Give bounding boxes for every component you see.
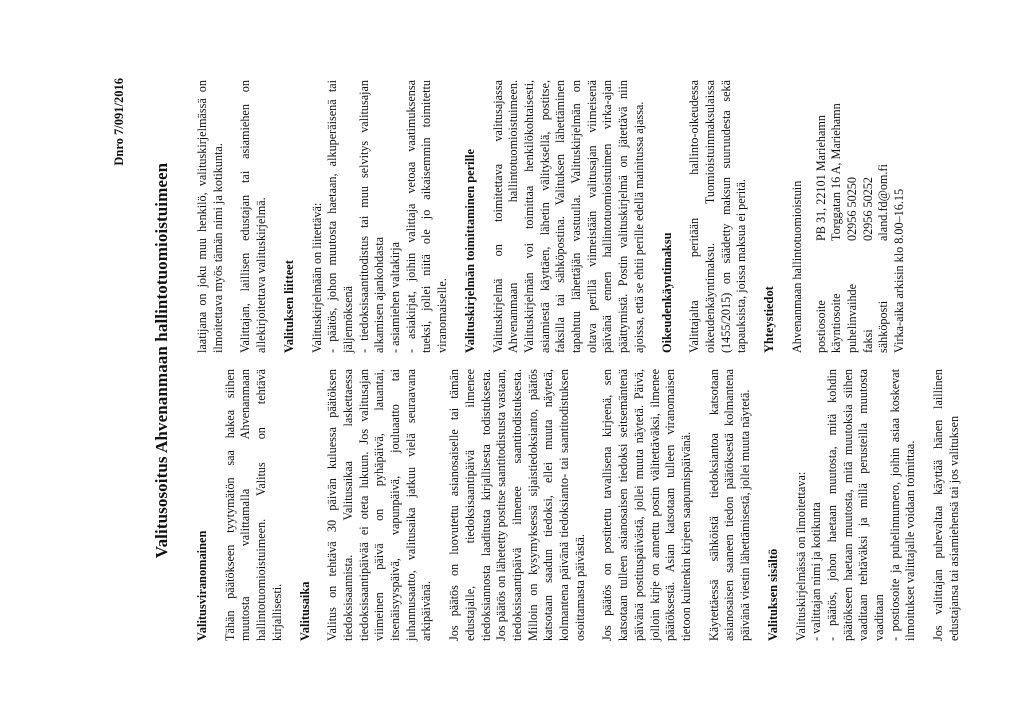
office-hours: Virka-aika arkisin klo 8.00–16.15 [892,188,907,353]
contact-organization: Ahvenanmaan hallintotuomioistuin [789,180,804,353]
heading-valituksen-liitteet: Valituksen liitteet [281,260,296,353]
contact-row [845,103,861,353]
contact-row [861,103,877,353]
heading-toimittaminen: Valituskirjelmän toimittaminen perille [462,149,477,353]
heading-valitusaika: Valitusaika [297,581,312,641]
document-number: Dnro 7/091/2016 [112,78,126,166]
paragraph: Käytettäessä sähköistä tiedoksiantoa katsotaan asianosaisen saaneen tiedon päätöksestä kolmantena päivänä viestin lähettämisestä, jollei muuta näytetä. [706,369,753,641]
paragraph: Valitus on tehtävä 30 päivän kuluessa päätöksen tiedoksisaannista. Valitusaikaa laskettaessa tiedoksisaantipäivää ei oteta lukuun. Jos valitusajan viimeinen päivä on pyhäpäivä, lauantai, itsenäisyyspäivä, vapunpäivä, jouluaatto tai juhannusaatto, valitusaika jatkuu vielä seuraavana arkipäivänä. [325,369,434,641]
page-title: Valitusosoitus Ahvenanmaan hallintotuomioistuimeen [152,162,171,559]
list-item: - postiosoite ja puhelinnumero, joihin asiaa koskevat ilmoitukset valittajalle voidaan toimittaa. [887,369,918,641]
contact-row [814,103,830,353]
contact-key: postiosoite [813,300,828,353]
paragraph: Jos valittajan puhevaltaa käyttää hänen laillinen edustajansa tai asiamiehensä tai jos valituksen [931,369,961,641]
paragraph: Valittajan, laillisen edustajan tai asiamiehen on allekirjoitettava valituskirjelmä. [238,80,269,353]
heading-valitusviranomainen: Valitusviranomainen [195,530,209,641]
list-item: - valittajan nimi ja kotikunta [809,502,824,641]
contact-row [892,103,908,353]
contact-value: Torggatan 16 A, Mariehamn [829,103,844,241]
heading-yhteystiedot: Yhteystiedot [762,286,777,353]
paragraph: Valituskirjelmä on toimitettava valitusajassa Ahvenanmaan hallintotuomioistuimeen. Valituskirjelmän voi toimittaa henkilökohtaisesti, asiamiestä käyttäen, lähetin välityksellä, postitse, faksilla tai sähköpostina. Valituksen lähettäminen tapahtuu lähettäjän vastuulla. Valituskirjelmän on oltava perillä viimeistään valitusajan viimeisenä päivänä ennen hallintotuomioistuimen virka-ajan päättymistä. Postin valituskirjelmä on jätettävä niin ajoissa, että se ehtii perille edellä mainitussa ajassa. [490,80,646,353]
contact-value: 02956 50250 [844,177,859,241]
contact-row [876,103,892,353]
paragraph: Valituskirjelmään on liitettävä: [309,202,324,353]
list-item: - asiamiehen valtakirja [388,242,403,353]
right-column [195,80,908,353]
list-item: - päätös, johon haetaan muutosta, mitä kohdin päätökseen haetaan muutosta, mitä muutoksia siihen vaaditaan tehtäväksi ja millä perusteilla muutosta vaaditaan [824,369,887,641]
contact-value: PB 31, 22101 Mariehamn [813,115,828,241]
paragraph: Tähän päätökseen tyytymätön saa hakea siihen muutosta valittamalla Ahvenanmaan hallintotuomioistuimeen. Valitus on tehtävä kirjallisesti. [222,369,284,641]
contact-value: aland.fd@om.fi [876,164,891,241]
contact-table [814,103,908,353]
list-item: - asiakirjat, joihin valittaja vetoaa vaatimuksensa tueksi, jollei niitä ole jo aikaisemmin toimitettu viranomaiselle. [403,80,450,353]
paragraph: Jos päätös on postitettu tavallisena kirjeenä, sen katsotaan tulleen asianosaisen tiedoksi seitsemäntenä päivänä postituspäivästä, jollei muuta näytetä. Päivä, jolloin kirje on annettu postin välitettäväksi, ilmenee päätöksestä. Asian katsotaan tulleen viranomaisen tietoon kuitenkin kirjeen saapumispäivänä. [600,369,693,641]
heading-oikeudenkayntimaksu: Oikeudenkäyntimaksu [659,232,674,353]
contact-key: puhelinvaihde [844,283,859,353]
contact-row [829,103,845,353]
paragraph: Valittajalta peritään hallinto-oikeudessa oikeudenkäyntimaksu. Tuomioistuinmaksulaissa (1455/2015) on säädetty maksun suuruudesta sekä tapauksista, joissa maksua ei peritä. [687,80,749,353]
list-item: - päätös, johon muutosta haetaan, alkuperäisenä tai jäljennöksenä [325,80,355,353]
contact-key: sähköposti [876,300,891,353]
paragraph: Jos päätös on luovutettu asianosaiselle tai tämän edustajalle, tiedoksisaantipäivä ilmenee tiedoksiannosta laaditusta kirjallisesta todistuksesta. Jos päätös on lähetetty postitse saantitodistusta vastaan, tiedoksisaantipäivä ilmenee saantitodistuksesta. Milloin on kysymyksessä sijaistiedoksianto, päätös katsotaan saadun tiedoksi, ellei muuta näytetä, kolmantena päivänä tiedoksianto- tai saantitodistuksen osoittamasta päivästä. [447,369,587,641]
left-column [195,369,975,641]
contact-key: käyntiosoite [829,293,844,353]
paragraph: laatijana on joku muu henkilö, valituskirjelmässä on ilmoitettava myös tämän nimi ja kotikunta. [195,80,225,353]
contact-key: faksi [860,329,875,353]
contact-value: 02956 50252 [860,177,875,241]
list-item: - tiedoksisaantitodistus tai muu selvitys valitusajan alkamisen ajankohdasta [356,80,387,353]
paragraph: Valituskirjelmässä on ilmoitettava: [793,471,808,641]
heading-valituksen-sisalto: Valituksen sisältö [765,548,780,641]
content-list [809,369,919,641]
attachments-list [325,80,451,353]
